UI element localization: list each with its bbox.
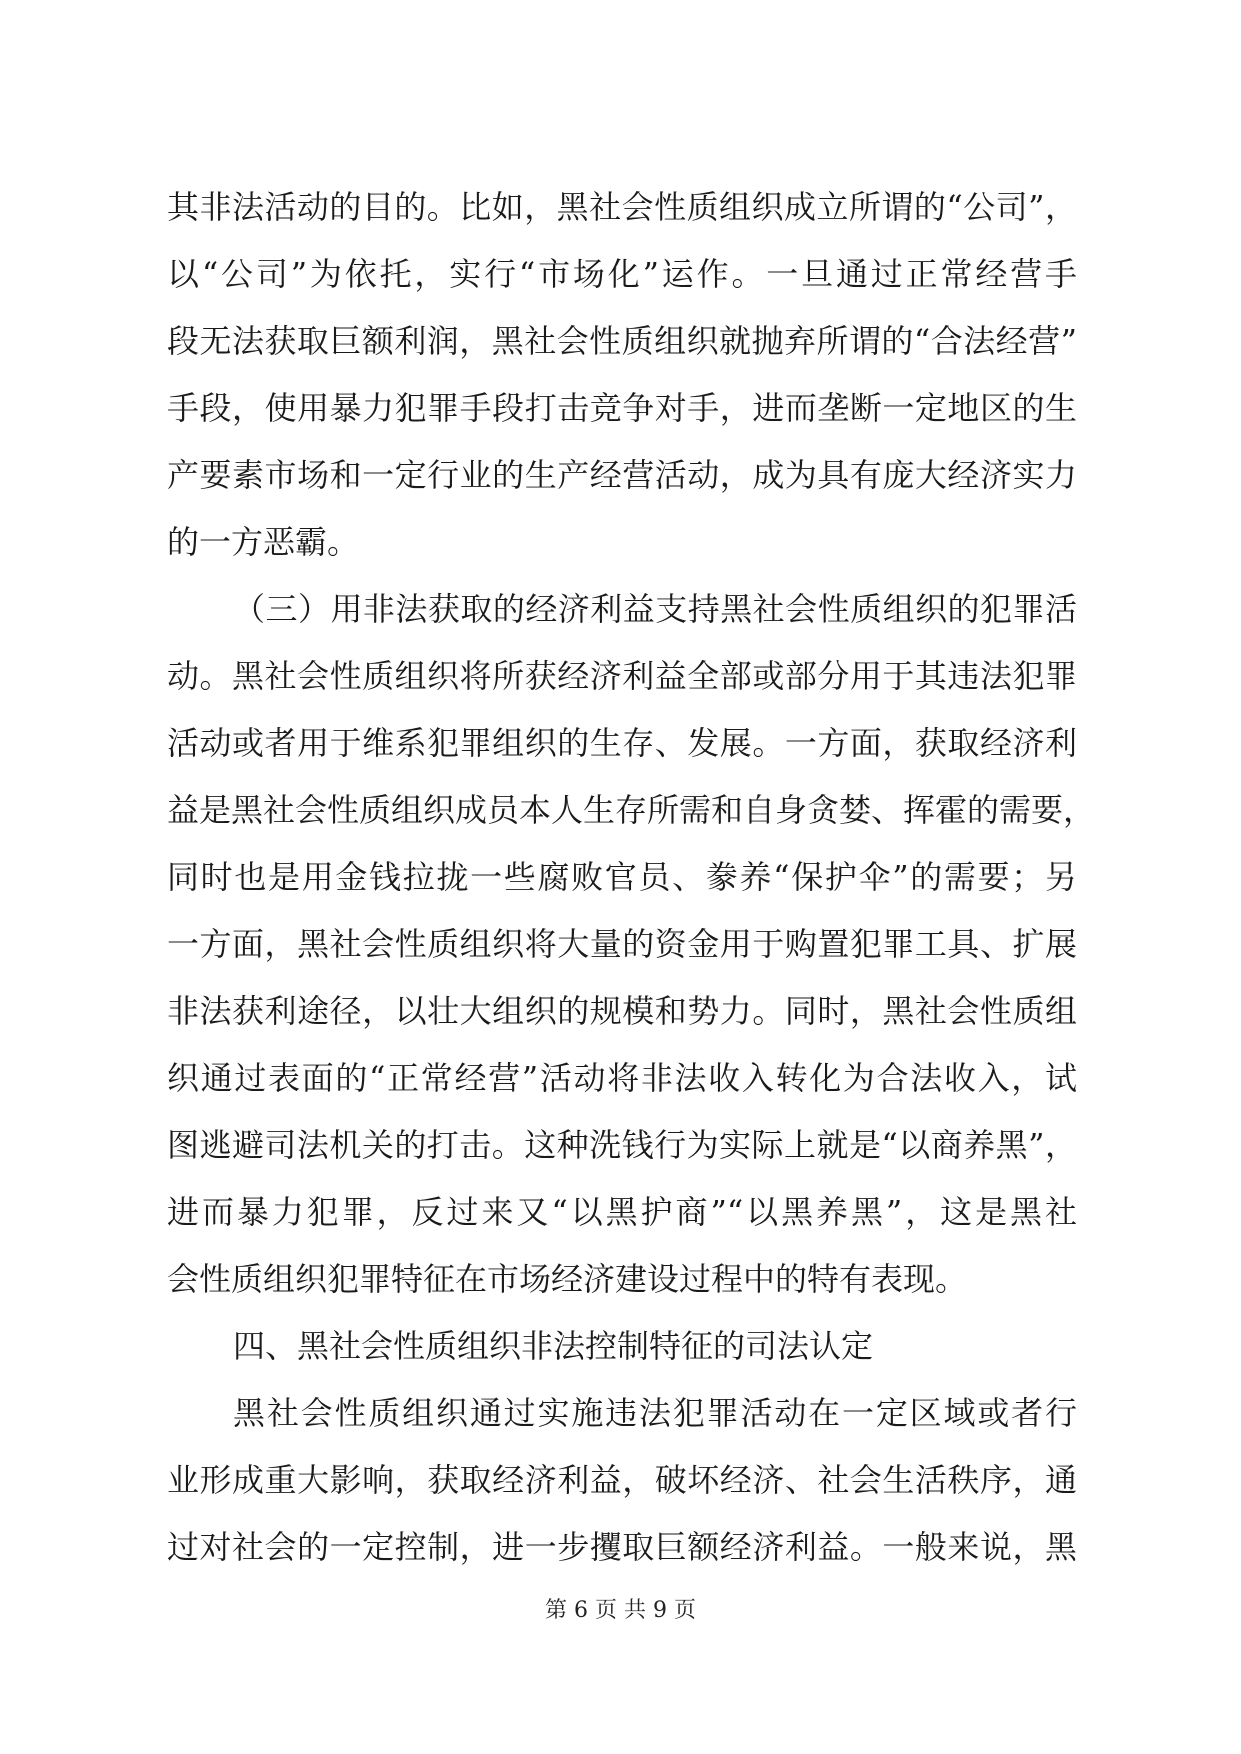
body-line: 一方面，黑社会性质组织将大量的资金用于购置犯罪工具、扩展 xyxy=(167,925,1077,963)
body-line: 织通过表面的“正常经营”活动将非法收入转化为合法收入，试 xyxy=(167,1059,1077,1097)
body-line: 进而暴力犯罪，反过来又“以黑护商”“以黑养黑”，这是黑社 xyxy=(167,1193,1077,1231)
body-line: 图逃避司法机关的打击。这种洗钱行为实际上就是“以商养黑”， xyxy=(167,1126,1077,1164)
body-line: 手段，使用暴力犯罪手段打击竞争对手，进而垄断一定地区的生 xyxy=(167,389,1077,427)
body-line: 活动或者用于维系犯罪组织的生存、发展。一方面，获取经济利 xyxy=(167,724,1077,762)
body-line: 段无法获取巨额利润，黑社会性质组织就抛弃所谓的“合法经营” xyxy=(167,322,1077,360)
body-line: 益是黑社会性质组织成员本人生存所需和自身贪婪、挥霍的需要， xyxy=(167,791,1096,829)
paragraph-start-line: 黑社会性质组织通过实施违法犯罪活动在一定区域或者行 xyxy=(233,1394,1077,1432)
section-heading: 四、黑社会性质组织非法控制特征的司法认定 xyxy=(233,1327,874,1365)
body-line: 以“公司”为依托，实行“市场化”运作。一旦通过正常经营手 xyxy=(167,255,1077,293)
body-line: 其非法活动的目的。比如，黑社会性质组织成立所谓的“公司”， xyxy=(167,188,1077,226)
body-line: 的一方恶霸。 xyxy=(167,523,360,561)
body-line: 同时也是用金钱拉拢一些腐败官员、豢养“保护伞”的需要；另 xyxy=(167,858,1077,896)
body-line: 过对社会的一定控制，进一步攫取巨额经济利益。一般来说，黑 xyxy=(167,1528,1077,1566)
body-line: 动。黑社会性质组织将所获经济利益全部或部分用于其违法犯罪 xyxy=(167,657,1077,695)
body-line: 非法获利途径，以壮大组织的规模和势力。同时，黑社会性质组 xyxy=(167,992,1077,1030)
page-number-footer: 第 6 页 共 9 页 xyxy=(545,1598,696,1623)
paragraph-start-line: （三）用非法获取的经济利益支持黑社会性质组织的犯罪活 xyxy=(233,590,1077,628)
body-line: 会性质组织犯罪特征在市场经济建设过程中的特有表现。 xyxy=(167,1260,968,1298)
body-line: 业形成重大影响，获取经济利益，破坏经济、社会生活秩序，通 xyxy=(167,1461,1077,1499)
body-line: 产要素市场和一定行业的生产经营活动，成为具有庞大经济实力 xyxy=(167,456,1077,494)
